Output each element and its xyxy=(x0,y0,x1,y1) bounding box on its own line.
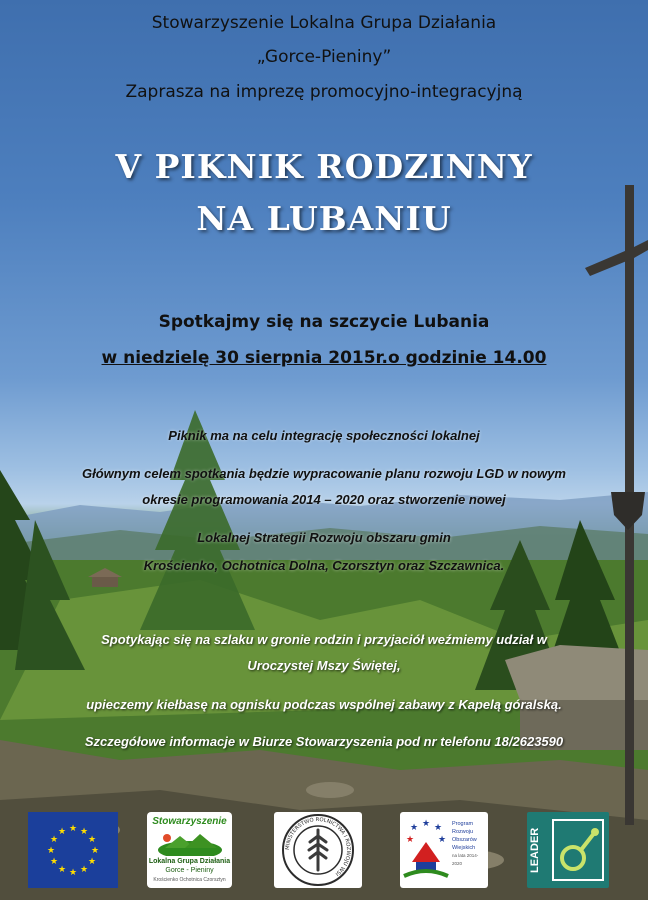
eu-flag-logo xyxy=(28,812,118,888)
ministry-ring-text: MINISTERSTWO ROLNICTWA I ROZWOJU WSI xyxy=(284,816,352,877)
prow-stars-house-icon xyxy=(402,818,450,882)
svg-text:★: ★ xyxy=(87,835,97,845)
svg-text:★: ★ xyxy=(79,827,89,837)
organizer-name-line2: „Gorce-Pieniny” xyxy=(256,47,392,67)
body-line-7: Uroczystej Mszy Świętej, xyxy=(247,658,401,673)
svg-text:★: ★ xyxy=(90,846,100,856)
svg-text:★: ★ xyxy=(68,824,78,834)
meeting-date xyxy=(0,348,648,368)
ministry-seal-logo xyxy=(274,812,362,888)
leader-logo xyxy=(527,812,609,888)
lgd-hills-icon xyxy=(155,830,225,856)
leader-logo-text: LEADER xyxy=(529,827,541,873)
svg-text:★: ★ xyxy=(68,868,78,878)
body-line-8: upieczemy kiełbasę na ognisku podczas wspólnej zabawy z Kapelą góralską. xyxy=(86,697,562,712)
svg-text:★: ★ xyxy=(409,823,419,833)
lgd-logo-title: Stowarzyszenie xyxy=(152,816,227,827)
organizer-name-line1: Stowarzyszenie Lokalna Grupa Działania xyxy=(151,13,497,33)
leader-emblem-icon xyxy=(551,818,605,882)
svg-text:★: ★ xyxy=(421,819,431,829)
lgd-logo-name1: Lokalna Grupa Działania xyxy=(148,858,231,865)
prow-line5: na lata 2014-2020 xyxy=(452,853,479,866)
body-line-1: Piknik ma na celu integrację społeczności lokalnej xyxy=(168,428,480,443)
svg-text:★: ★ xyxy=(49,857,59,867)
svg-text:★: ★ xyxy=(49,835,59,845)
prow-line1: Program xyxy=(452,821,474,827)
svg-text:★: ★ xyxy=(57,827,67,837)
meeting-date-text: w niedzielę 30 sierpnia 2015r.o godzinie 14.00 xyxy=(101,348,547,368)
prow-line2: Rozwoju xyxy=(452,829,474,835)
lgd-gorce-pieniny-logo xyxy=(147,812,232,888)
body-line-9: Szczegółowe informacje w Biurze Stowarzyszenia pod nr telefonu 18/2623590 xyxy=(84,734,564,749)
prow-2014-2020-logo xyxy=(400,812,488,888)
body-line-6: Spotykając się na szlaku w gronie rodzin i przyjaciół weźmiemy udział w xyxy=(101,632,547,647)
body-line-2: Głównym celem spotkania będzie wypracowanie planu rozwoju LGD w nowym xyxy=(82,466,566,481)
body-line-5: Krościenko, Ochotnica Dolna, Czorsztyn oraz Szczawnica. xyxy=(143,558,505,573)
svg-text:★: ★ xyxy=(79,865,89,875)
meeting-place: Spotkajmy się na szczycie Lubania xyxy=(158,312,490,332)
prow-line4: Wiejskich xyxy=(452,845,476,851)
svg-text:★: ★ xyxy=(87,857,97,867)
svg-text:★: ★ xyxy=(46,846,56,856)
svg-text:★: ★ xyxy=(433,823,443,833)
event-title-line1: V PIKNIK RODZINNY xyxy=(115,147,533,186)
lgd-logo-name2: Gorce - Pieniny xyxy=(165,867,214,874)
prow-line3: Obszarów xyxy=(452,837,477,843)
svg-text:★: ★ xyxy=(57,865,67,875)
lgd-logo-sub: Krościenko Ochotnica Czorsztyn xyxy=(153,877,226,883)
body-line-4: Lokalnej Strategii Rozwoju obszaru gmin xyxy=(197,530,451,545)
svg-text:★: ★ xyxy=(437,835,447,845)
event-title-line2: NA LUBANIU xyxy=(196,199,452,238)
invitation-line: Zaprasza na imprezę promocyjno-integracyjną xyxy=(125,82,523,102)
svg-text:★: ★ xyxy=(405,835,415,845)
sponsor-logos xyxy=(0,812,648,892)
body-line-3: okresie programowania 2014 – 2020 oraz stworzenie nowej xyxy=(142,492,506,507)
